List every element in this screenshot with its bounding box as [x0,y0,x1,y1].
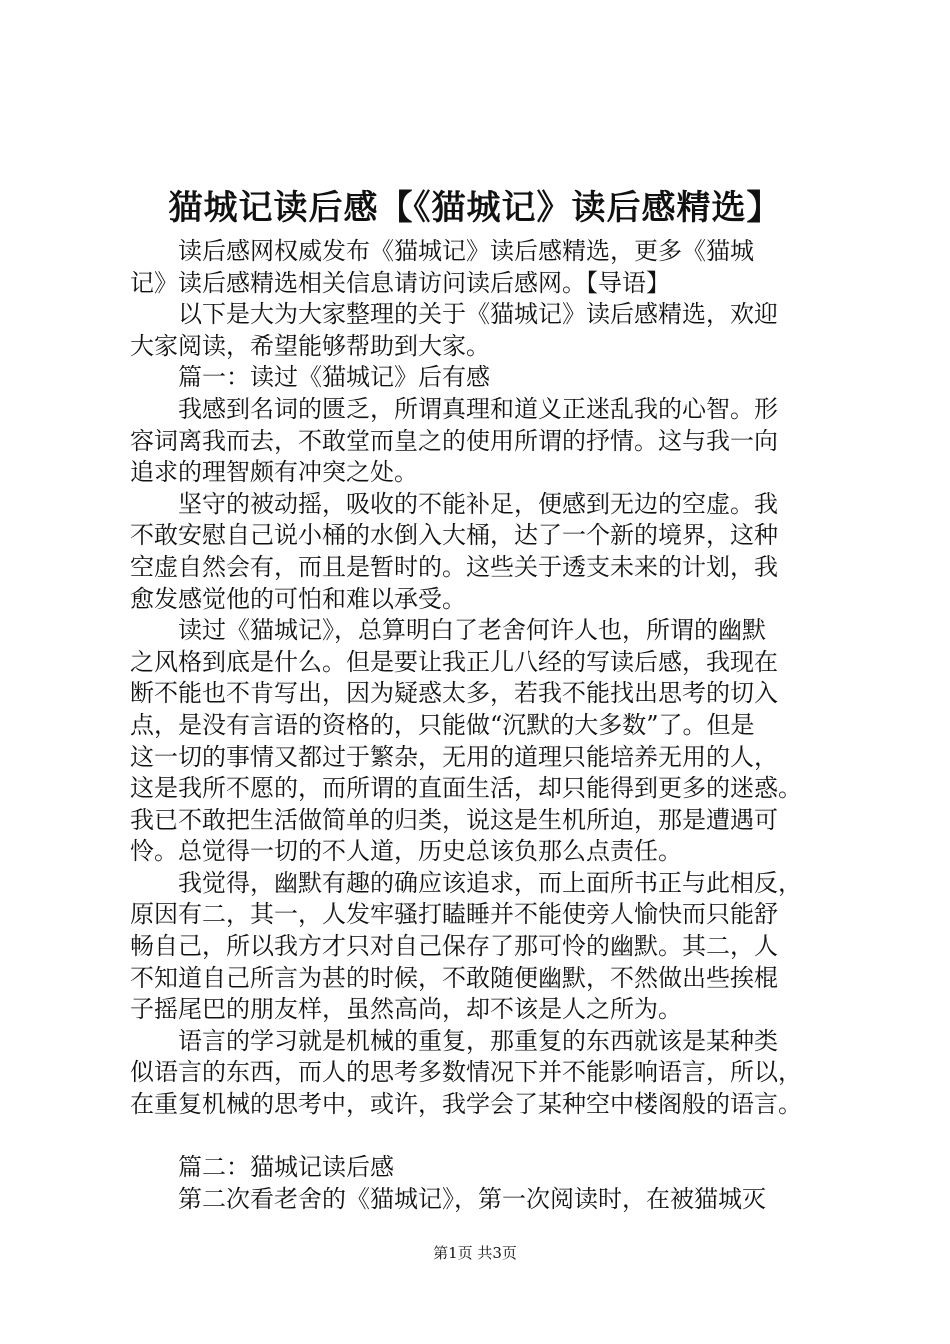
body-line-9: 坚守的被动摇，吸收的不能补足，便感到无边的空虚。我 [130,489,778,518]
body-line-26: 语言的学习就是机械的重复，那重复的东西就该是某种类 [130,1026,778,1055]
section-heading-1: 篇一：读过《猫城记》后有感 [130,363,490,392]
page-number-footer: 第1页 共3页 [433,1244,517,1262]
body-line-22: 原因有二，其一，人发牢骚打瞌睡并不能使旁人愉快而只能舒 [130,900,778,929]
body-line-28: 在重复机械的思考中，或许，我学会了某种空中楼阁般的语言。 [130,1090,802,1119]
body-line-11: 空虚自然会有，而且是暂时的。这些关于透支未来的计划，我 [130,552,778,581]
body-line-25: 子摇尾巴的朋友样，虽然高尚，却不该是人之所为。 [130,995,682,1024]
body-line-24: 不知道自己所言为甚的时候，不敢随便幽默，不然做出些挨棍 [130,963,778,992]
body-line-19: 我已不敢把生活做简单的归类，说这是生机所迫，那是遭遇可 [130,805,778,834]
body-line-8: 追求的理智颇有冲突之处。 [130,458,418,487]
body-line-31: 第二次看老舍的《猫城记》，第一次阅读时，在被猫城灭 [130,1184,766,1213]
body-line-23: 畅自己，所以我方才只对自己保存了那可怜的幽默。其二，人 [130,932,778,961]
body-line-27: 似语言的东西，而人的思考多数情况下并不能影响语言，所以， [130,1058,802,1087]
body-line-15: 断不能也不肯写出，因为疑惑太多，若我不能找出思考的切入 [130,679,778,708]
body-line-12: 愈发感觉他的可怕和难以承受。 [130,584,466,613]
body-line-6: 我感到名词的匮乏，所谓真理和道义正迷乱我的心智。形 [130,394,778,423]
body-line-14: 之风格到底是什么。但是要让我正儿八经的写读后感，我现在 [130,647,778,676]
body-line-2: 记》读后感精选相关信息请访问读后感网。【导语】 [130,268,670,297]
body-line-7: 容词离我而去，不敢堂而皇之的使用所谓的抒情。这与我一向 [130,426,778,455]
body-line-18: 这是我所不愿的，而所谓的直面生活，却只能得到更多的迷惑。 [130,774,802,803]
section-heading-2: 篇二：猫城记读后感 [130,1153,394,1182]
body-line-1: 读后感网权威发布《猫城记》读后感精选，更多《猫城 [130,237,754,265]
body-line-13: 读过《猫城记》，总算明白了老舍何许人也，所谓的幽默 [130,616,766,645]
document-title: 猫城记读后感【《猫城记》读后感精选】 [168,188,782,228]
body-line-3: 以下是大为大家整理的关于《猫城记》读后感精选，欢迎 [130,300,778,329]
body-line-4: 大家阅读，希望能够帮助到大家。 [130,331,490,360]
paragraph-gap [130,1121,830,1153]
body-line-21: 我觉得，幽默有趣的确应该追求，而上面所书正与此相反， [130,868,802,897]
body-line-20: 怜。总觉得一切的不人道，历史总该负那么点责任。 [130,837,682,866]
body-line-16: 点，是没有言语的资格的，只能做“沉默的大多数”了。但是 [130,710,755,739]
document-body [130,236,830,1215]
body-line-17: 这一切的事情又都过于繁杂，无用的道理只能培养无用的人， [130,742,778,771]
body-line-10: 不敢安慰自己说小桶的水倒入大桶，达了一个新的境界，这种 [130,521,778,550]
